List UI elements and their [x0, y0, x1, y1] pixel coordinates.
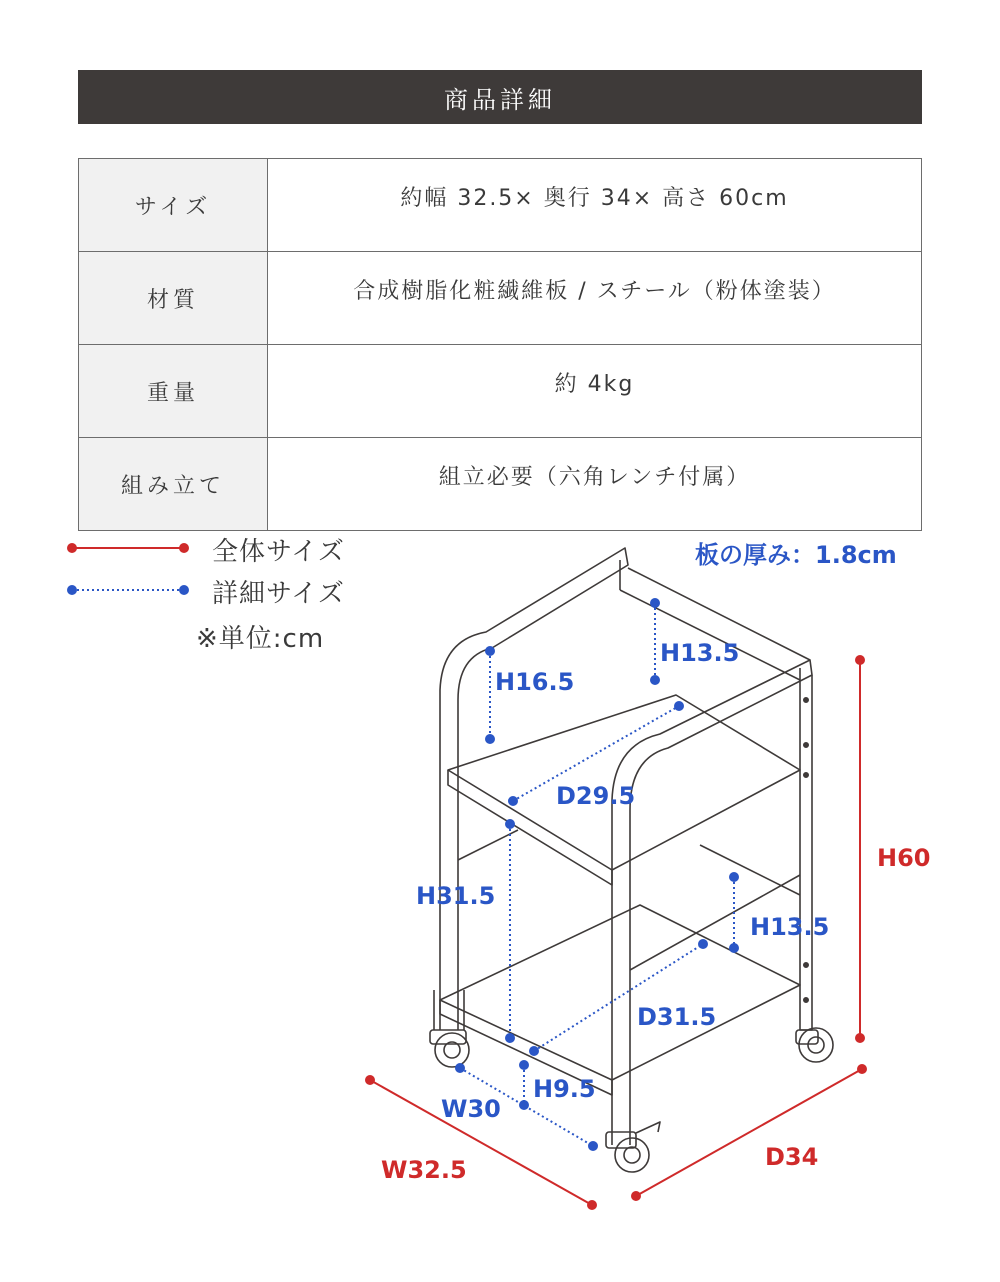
cart-illustration [430, 548, 833, 1172]
dim-middle-height: H31.5 [416, 882, 496, 910]
caster-wheel [796, 1028, 833, 1062]
spec-key-material: 材質 [79, 252, 268, 345]
legend-detail-label: 詳細サイズ [212, 579, 345, 609]
spec-value-material: 合成樹脂化粧繊維板 / スチール（粉体塗装） [268, 252, 922, 345]
spec-value-weight: 約 4kg [268, 345, 922, 438]
dim-bottom-height: H9.5 [533, 1075, 596, 1103]
caster-wheel [430, 1030, 469, 1067]
spec-key-weight: 重量 [79, 345, 268, 438]
spec-key-size: サイズ [79, 159, 268, 252]
dim-overall-height: H60 [877, 844, 931, 872]
dim-lower-back-height: H13.5 [750, 913, 830, 941]
caster-wheel [606, 1122, 660, 1172]
dim-lower-shelf-depth: D31.5 [637, 1003, 717, 1031]
dim-overall-depth: D34 [765, 1143, 819, 1171]
unit-note: ※単位:cm [196, 624, 325, 654]
legend-detail-line [67, 585, 189, 595]
spec-value-assembly: 組立必要（六角レンチ付属） [268, 438, 922, 531]
legend-overall-label: 全体サイズ [212, 537, 345, 567]
spec-value-size: 約幅 32.5× 奥行 34× 高さ 60cm [268, 159, 922, 252]
dim-overall-width: W32.5 [381, 1156, 467, 1184]
dim-top-shelf-depth: D29.5 [556, 782, 636, 810]
board-thickness-label: 板の厚み：1.8cm [695, 541, 897, 569]
dim-top-front-height: H16.5 [495, 668, 575, 696]
legend-overall-line [67, 543, 189, 553]
spec-key-assembly: 組み立て [79, 438, 268, 531]
dim-top-back-height: H13.5 [660, 639, 740, 667]
section-title: 商品詳細 [78, 70, 922, 124]
dim-inner-width: W30 [441, 1095, 501, 1123]
